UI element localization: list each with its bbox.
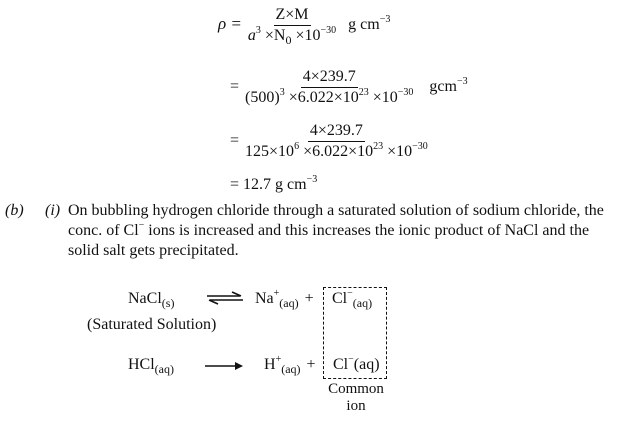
reaction-2-product-2: Cl−(aq) (333, 354, 380, 373)
paragraph-line-1: On bubbling hydrogen chloride through a saturated solution of sodium chloride, the (68, 202, 604, 219)
paragraph-line-2: conc. of Cl− ions is increased and this increases the ionic product of NaCl and the (68, 220, 590, 239)
common-ion-label: Common ion (328, 381, 384, 414)
fraction-numerator: Z×M (274, 6, 311, 26)
fraction-denominator: $(500)^3 \times 6.022\times 10^{23} \times 10^{-30}$ (245, 87, 414, 106)
reaction-1-reactant: NaCl$_{(s)}$ (128, 290, 175, 310)
density-fraction (246, 6, 338, 45)
step1-fraction (243, 68, 415, 107)
unit: g $cm^{-3}$ (348, 14, 391, 34)
equals-sign: = (230, 132, 240, 150)
equals-sign: = (230, 78, 240, 96)
equilibrium-arrow-icon (206, 291, 244, 310)
unit: gcm$^{-3}$ (429, 76, 468, 96)
paragraph-line-3: solid salt gets precipitated. (68, 242, 239, 259)
fraction-denominator: $a^3 \times N_0 \times 10^{-30}$ (247, 25, 337, 47)
density-result: = 12.7 g $cm^{-3}$ (230, 174, 318, 193)
part-b-paragraph (68, 201, 640, 261)
fraction-denominator: $125\times 10^6 \times 6.022\times 10^{23} \times 10^{-30}$ (245, 141, 428, 160)
calculation-step-2 (230, 122, 430, 161)
reaction-2-reactant: HCl$_{(aq)}$ (128, 356, 174, 376)
density-formula (218, 6, 390, 45)
rho-lhs: ρ = (218, 14, 242, 34)
reaction-2-product-1: $H^+_{(aq)}$ + (264, 354, 316, 376)
reaction-1-note: (Saturated Solution) (87, 316, 217, 333)
reaction-1-product-1: $Na^+_{(aq)}$ + (255, 288, 314, 310)
fraction-numerator: 4×239.7 (308, 122, 365, 142)
step2-fraction (243, 122, 430, 161)
right-arrow-icon (204, 359, 244, 377)
part-b-sublabel: (i) (45, 202, 61, 219)
calculation-step-1 (230, 68, 468, 107)
part-b-label: (b) (5, 202, 24, 219)
reaction-1-product-2: $Cl^-_{(aq)}$ (332, 288, 373, 310)
fraction-numerator: 4×239.7 (301, 68, 358, 88)
